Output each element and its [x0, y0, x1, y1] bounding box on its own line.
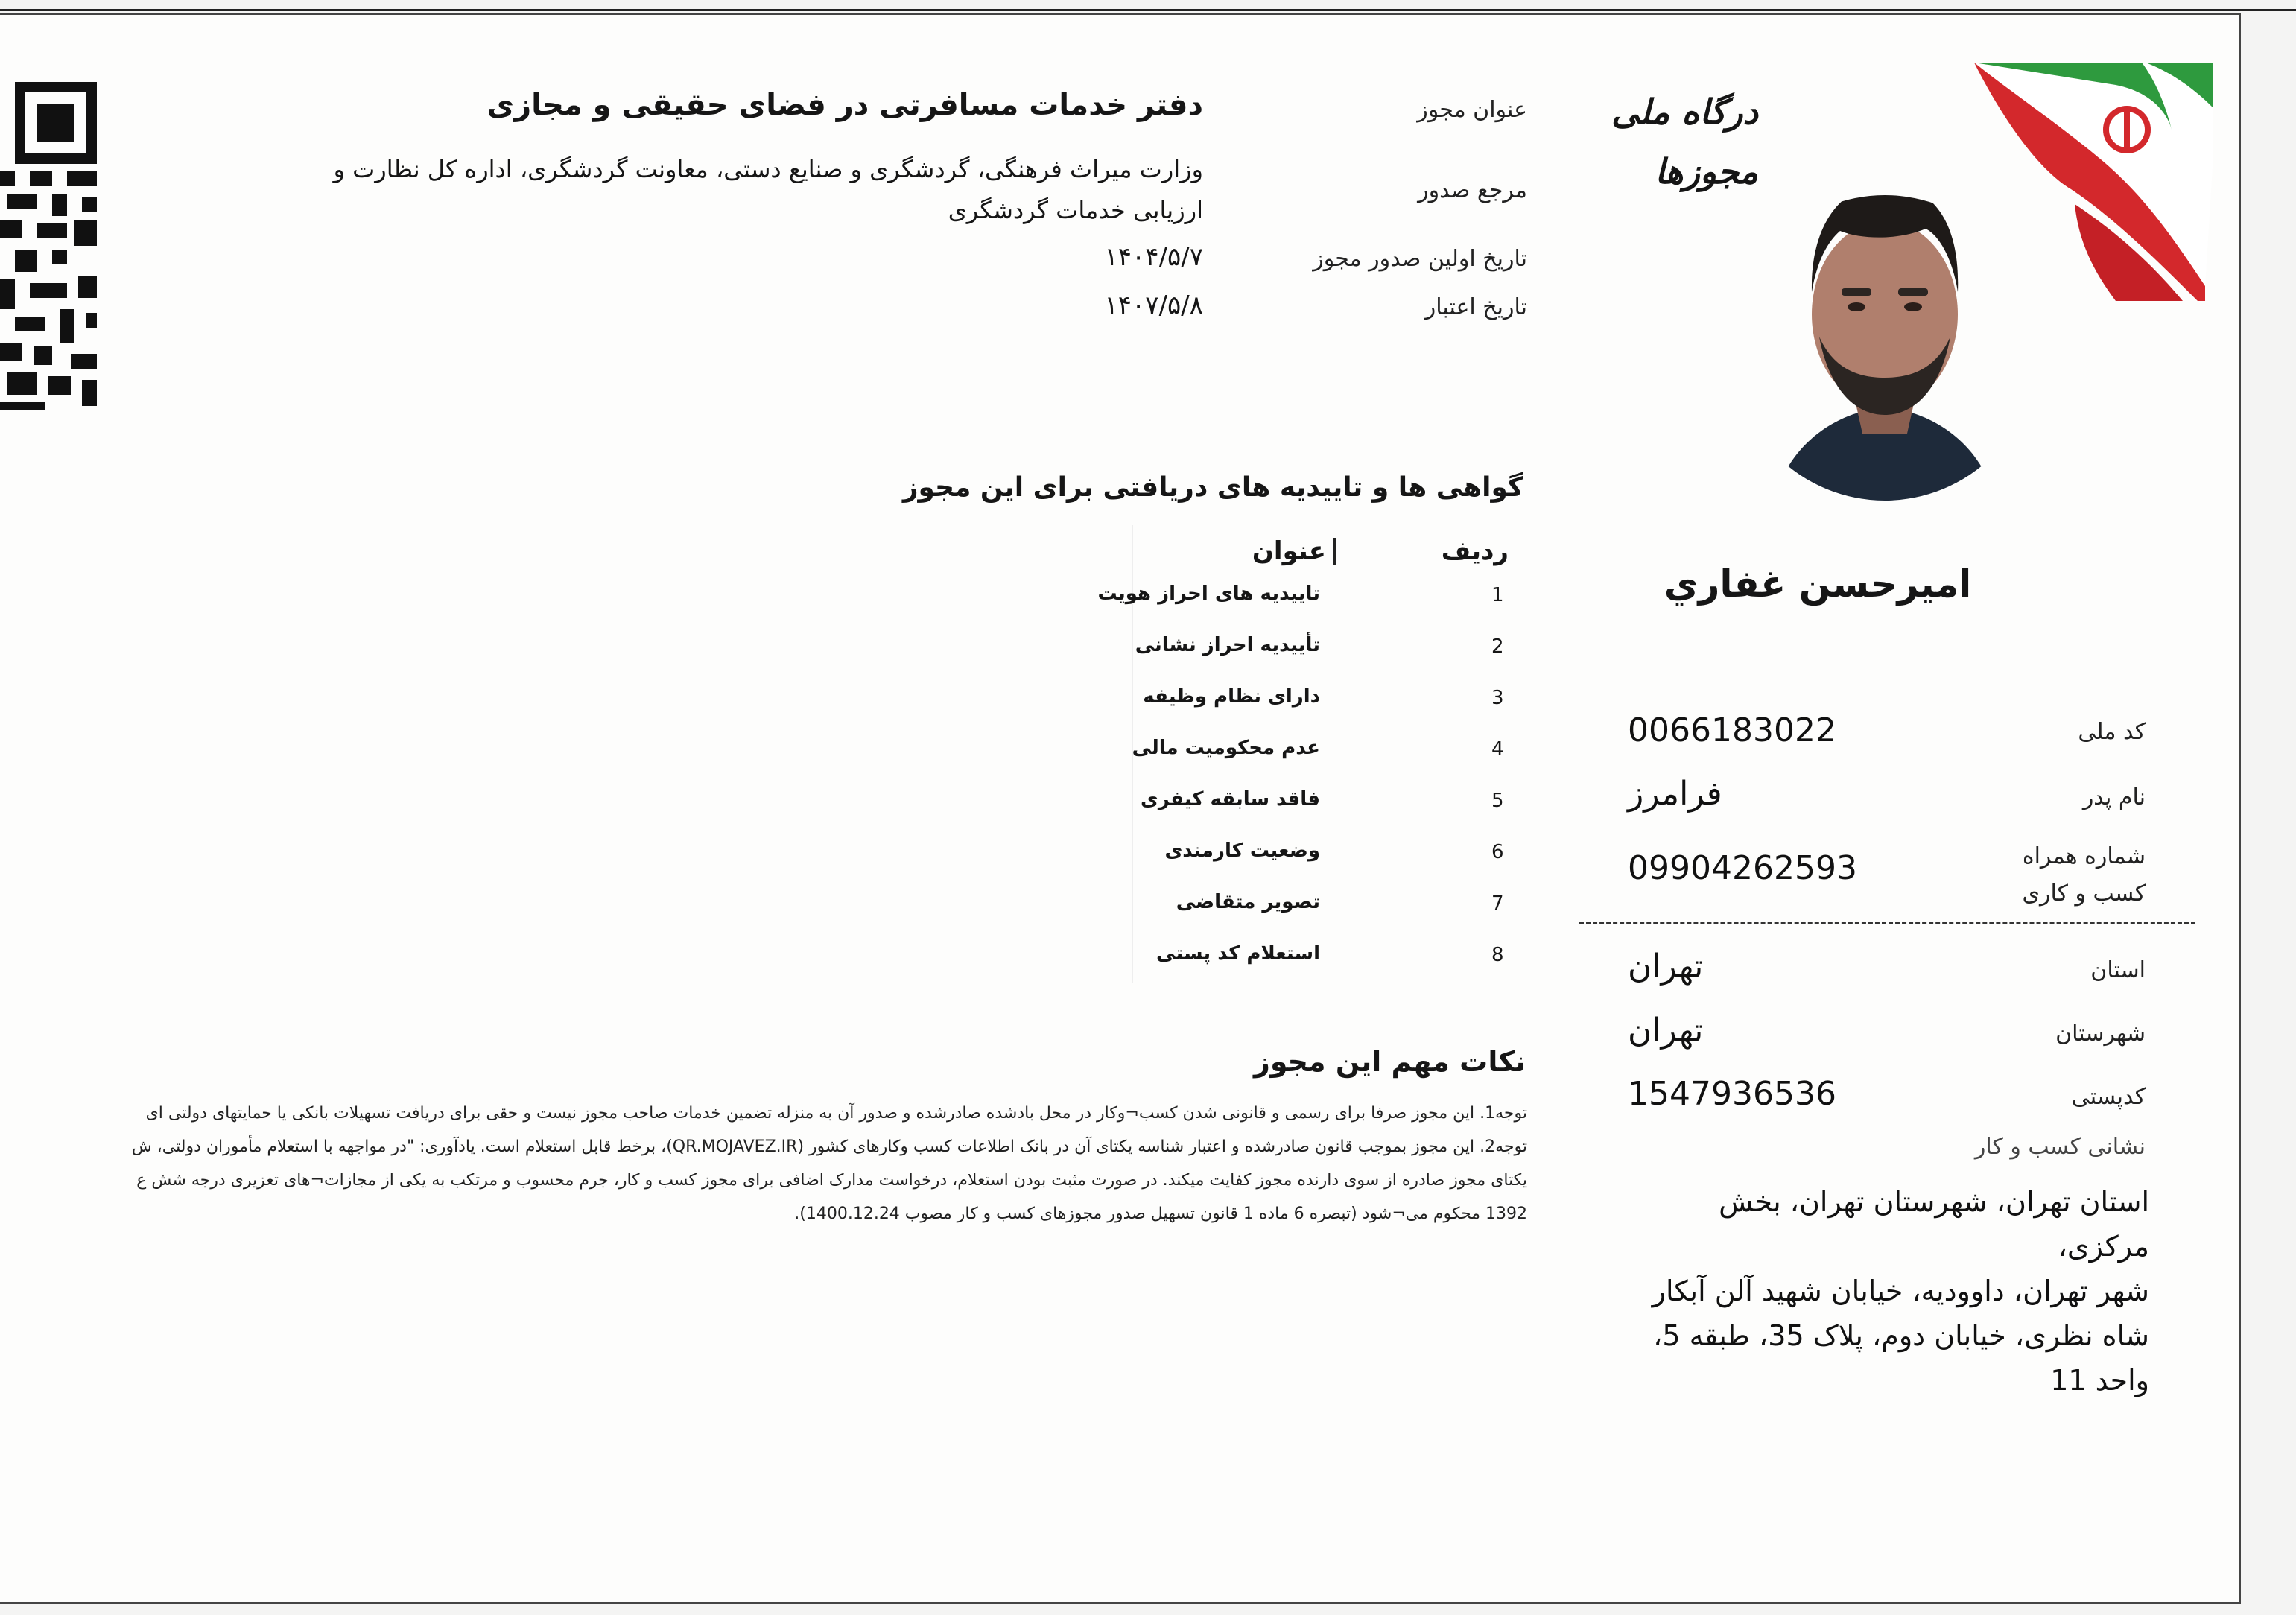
row-number: 5 [1491, 790, 1504, 812]
note-line-4: 1392 محکوم می¬شود (تبصره 6 ماده 1 قانون تسهیل صدور مجوزهای کسب و کار مصوب 1400.12.24). [794, 1205, 1527, 1223]
license-title-value: دفتر خدمات مسافرتی در فضای حقیقی و مجازی [486, 88, 1203, 122]
row-title: وضعیت کارمندی [1164, 840, 1320, 862]
address-line-1: استان تهران، شهرستان تهران، بخش مرکزی، [1719, 1185, 2149, 1263]
table-row [1080, 631, 1527, 665]
first-issue-date-value: ۱۴۰۴/۵/۷ [1104, 242, 1203, 272]
notes-body [0, 1097, 1527, 1231]
mobile-label-line1: شماره همراه [2022, 843, 2146, 869]
table-row [1080, 785, 1527, 819]
row-number: 7 [1491, 892, 1504, 915]
col-separator [1333, 538, 1336, 565]
row-title: فاقد سابقه کیفری [1141, 788, 1320, 810]
county-label: شهرستان [2055, 1021, 2146, 1047]
address-line-4: واحد 11 [2050, 1364, 2149, 1397]
business-address-label: نشانی کسب و کار [1974, 1134, 2146, 1160]
province-label: استان [2090, 957, 2146, 983]
mobile-value: 09904262593 [1628, 849, 1857, 887]
row-title: تصویر متقاضی [1176, 891, 1320, 913]
table-row [1080, 682, 1527, 717]
issuer-label: مرجع صدور [1418, 177, 1527, 203]
issuer-line-2: ارزیابی خدمات گردشگری [948, 196, 1203, 224]
section-divider [1579, 922, 2195, 924]
table-row [1080, 837, 1527, 871]
table-row [1080, 580, 1527, 614]
certificates-heading: گواهی ها و تاییدیه های دریافتی برای این مجوز [902, 472, 1523, 503]
row-number: 3 [1491, 687, 1504, 709]
business-address-value [1628, 1179, 2149, 1403]
person-photo [1758, 165, 2011, 504]
row-number: 1 [1491, 584, 1504, 606]
validity-date-label: تاریخ اعتبار [1424, 294, 1527, 320]
table-row [1080, 888, 1527, 922]
national-code-label: کد ملی [2078, 719, 2146, 745]
first-issue-date-label: تاریخ اولین صدور مجوز [1313, 246, 1527, 272]
father-name-value: فرامرز [1628, 775, 1722, 813]
row-number: 2 [1491, 635, 1504, 658]
row-title: عدم محکومیت مالی [1132, 737, 1320, 759]
brand-logo: درگاه ملی مجوزها [1611, 92, 1758, 191]
address-line-3: شاه نظری، خیابان دوم، پلاک 35، طبقه 5، [1653, 1319, 2149, 1352]
row-number: 8 [1491, 944, 1504, 966]
row-title: دارای نظام وظیفه [1143, 685, 1320, 708]
row-title: تاییدیه های احراز هویت [1097, 583, 1320, 605]
mobile-label-line2: کسب و کاری [2022, 881, 2146, 907]
note-line-1: توجه1. این مجوز صرفا برای رسمی و قانونی شدن کسب¬وکار در محل بادشده صادرشده و صدور آن به منزله تضمین خدمات صاحب مجوز نیست و حقی برای دریافت تسهیلات بانکی یا حمایتهای دولتی ای [145, 1104, 1527, 1123]
table-row [1080, 939, 1527, 974]
county-value: تهران [1628, 1012, 1704, 1050]
col-row-header: ردیف [1441, 536, 1509, 566]
row-number: 4 [1491, 738, 1504, 761]
mobile-label [1937, 838, 2146, 913]
address-line-2: شهر تهران، داوودیه، خیابان شهید آلن آبکار [1652, 1275, 2149, 1307]
note-line-3: یکتای مجوز صادره از سوی دارنده مجوز کفایت میکند. در صورت مثبت بودن استعلام، درخواست مدارک اضافی برای مجوز کسب و کار، جرم محسوب و مرتکب به یکی از مجازات¬های تعزیری درجه شش ع [136, 1171, 1527, 1190]
license-title-label: عنوان مجوز [1417, 97, 1527, 123]
person-name: اميرحسن غفاري [1664, 562, 1972, 606]
notes-heading: نکات مهم این مجوز [1253, 1045, 1526, 1078]
note-line-2: توجه2. این مجوز بموجب قانون صادرشده و اعتبار شناسه یکتای آن در بانک اطلاعات کسب وکارهای کشور (QR.MOJAVEZ.IR)، برخط قابل استعلام است. یادآوری: "در مواجهه با استعلام مأموران دولتی، ش [131, 1138, 1527, 1156]
qr-code-icon [0, 74, 104, 410]
issuer-value [283, 149, 1203, 231]
province-value: تهران [1628, 948, 1704, 986]
table-row [1080, 734, 1527, 768]
postal-code-value: 1547936536 [1628, 1075, 1836, 1113]
issuer-line-1: وزارت میراث فرهنگی، گردشگری و صنایع دستی، معاونت گردشگری، اداره کل نظارت و [333, 155, 1203, 183]
row-number: 6 [1491, 841, 1504, 863]
postal-code-label: کدپستی [2071, 1084, 2146, 1110]
validity-date-value: ۱۴۰۷/۵/۸ [1104, 291, 1203, 320]
national-code-value: 0066183022 [1628, 711, 1836, 749]
row-title: استعلام کد پستی [1156, 942, 1320, 965]
col-title-header: عنوان [1252, 536, 1326, 566]
row-title: تأییدیه احراز نشانی [1135, 634, 1320, 656]
father-name-label: نام پدر [2082, 784, 2146, 810]
